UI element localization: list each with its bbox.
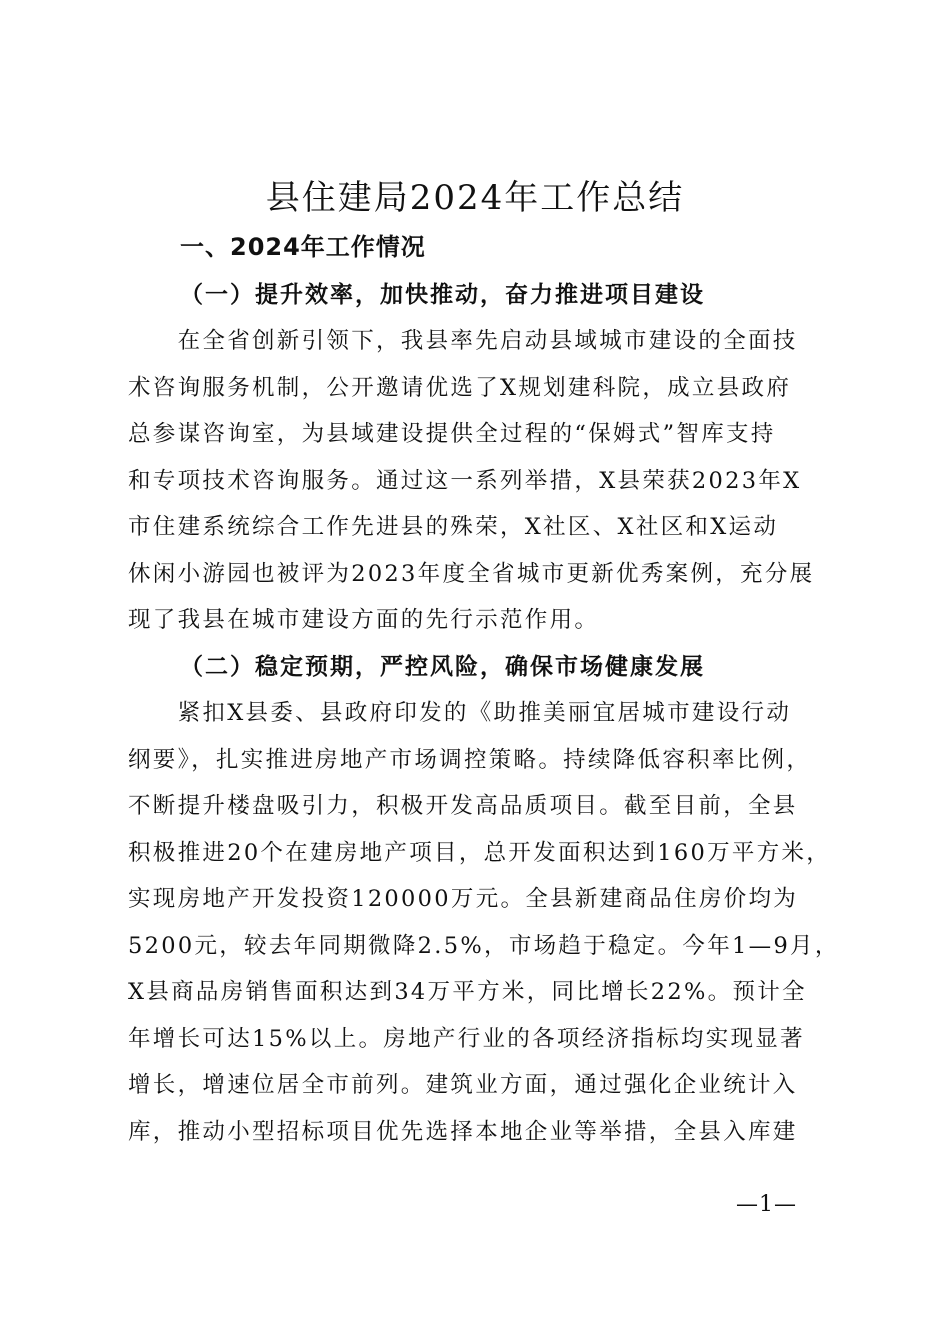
paragraph-line: X县商品房销售面积达到34万平方米，同比增长22%。预计全	[128, 979, 807, 1005]
section-heading-1: 一、2024年工作情况	[180, 233, 426, 261]
paragraph-line: 在全省创新引领下，我县率先启动县域城市建设的全面技	[128, 328, 798, 354]
paragraph-line: 库，推动小型招标项目优先选择本地企业等举措，全县入库建	[128, 1118, 798, 1145]
subsection-heading-1: （一）提升效率，加快推动，奋力推进项目建设	[180, 281, 705, 308]
paragraph-line: 积极推进20个在建房地产项目，总开发面积达到160万平方米，	[128, 839, 832, 866]
paragraph-line: 实现房地产开发投资120000万元。全县新建商品住房价均为	[128, 886, 799, 912]
paragraph-line: 5200元，较去年同期微降2.5%，市场趋于稳定。今年1—9月，	[128, 932, 840, 959]
page-number: —1—	[736, 1192, 797, 1217]
paragraph-line: 纲要》，扎实推进房地产市场调控策略。持续降低容积率比例，	[128, 746, 812, 773]
paragraph-line: 增长，增速位居全市前列。建筑业方面，通过强化企业统计入	[128, 1072, 798, 1098]
paragraph-line: 不断提升楼盘吸引力，积极开发高品质项目。截至目前，全县	[128, 793, 798, 819]
paragraph-2	[128, 690, 840, 1155]
paragraph-line: 休闲小游园也被评为2023年度全省城市更新优秀案例，充分展	[128, 560, 815, 587]
paragraph-line: 和专项技术咨询服务。通过这一系列举措，X县荣获2023年X	[128, 467, 802, 494]
paragraph-line: 总参谋咨询室，为县域建设提供全过程的“保姆式”智库支持	[128, 421, 776, 447]
paragraph-line: 术咨询服务机制，公开邀请优选了X规划建科院，成立县政府	[128, 374, 792, 401]
paragraph-1	[128, 318, 828, 644]
document-title: 县住建局2024年工作总结	[265, 178, 685, 218]
subsection-heading-2: （二）稳定预期，严控风险，确保市场健康发展	[180, 653, 705, 680]
paragraph-line: 紧扣X县委、县政府印发的《助推美丽宜居城市建设行动	[128, 700, 792, 726]
paragraph-line: 现了我县在城市建设方面的先行示范作用。	[128, 607, 600, 633]
paragraph-line: 市住建系统综合工作先进县的殊荣，X社区、X社区和X运动	[128, 514, 779, 540]
paragraph-line: 年增长可达15%以上。房地产行业的各项经济指标均实现显著	[128, 1025, 805, 1052]
